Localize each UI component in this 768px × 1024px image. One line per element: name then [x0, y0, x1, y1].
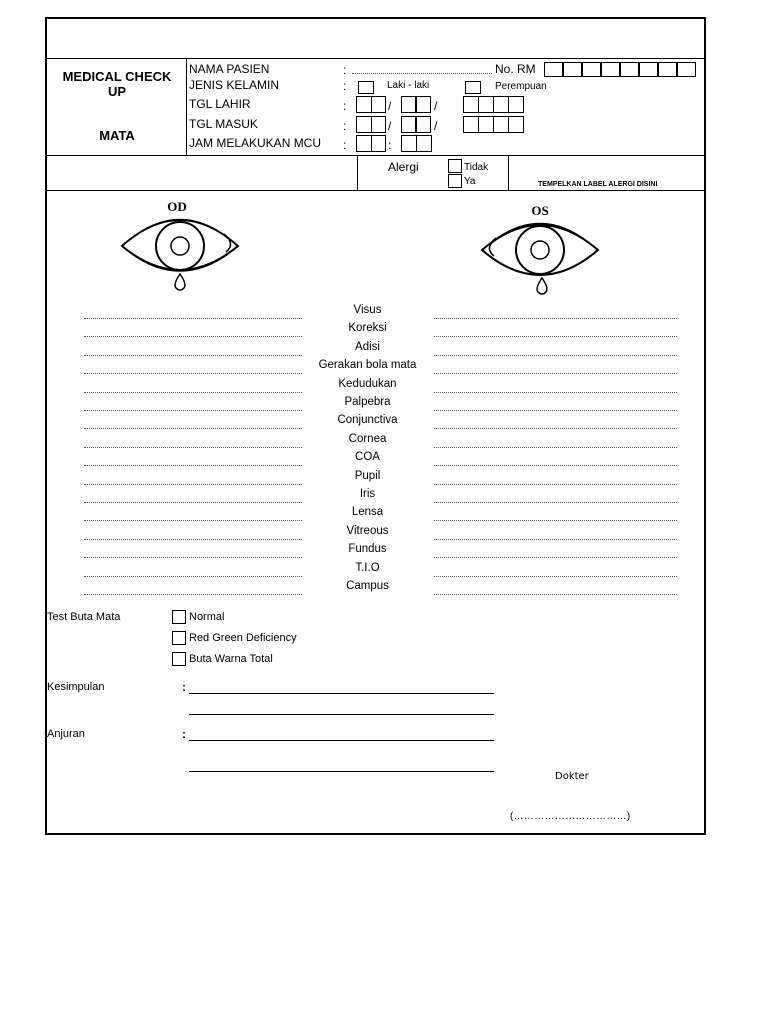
exam-label: Palpebra [344, 396, 391, 408]
jenis-label: JENIS KELAMIN [189, 78, 280, 92]
od-exam-field[interactable] [84, 594, 302, 595]
alergi-tidak-checkbox[interactable] [448, 159, 462, 173]
alergi-tidak-label: Tidak [464, 162, 489, 173]
exam-label: Vitreous [346, 524, 389, 537]
anjuran-colon: : [182, 727, 186, 741]
os-exam-field[interactable] [434, 594, 677, 595]
no-rm-cell[interactable] [658, 62, 677, 77]
od-exam-field[interactable] [84, 428, 302, 429]
exam-label: Gerakan bola mata [318, 359, 417, 372]
allergy-rule [45, 190, 706, 191]
jam-label: JAM MELAKUKAN MCU [189, 136, 322, 150]
no-rm-cell[interactable] [601, 62, 620, 77]
os-eye-icon [470, 200, 620, 300]
os-label: OS [531, 203, 549, 218]
nama-colon: : [343, 63, 347, 77]
exam-label: Kedudukan [338, 377, 397, 390]
lahir-sep2: / [434, 99, 438, 113]
color-test-option-label: Normal [189, 611, 225, 623]
od-exam-field[interactable] [84, 392, 302, 393]
laki-checkbox[interactable] [358, 81, 374, 94]
od-exam-field[interactable] [84, 576, 302, 577]
title-line1: MEDICAL CHECK [62, 69, 172, 84]
exam-label: T.I.O [355, 561, 380, 574]
allergy-divider-right [508, 155, 509, 191]
os-exam-field[interactable] [434, 410, 677, 411]
od-exam-field[interactable] [84, 355, 302, 356]
no-rm-label: No. RM [495, 62, 536, 76]
exam-label: Campus [346, 580, 389, 592]
os-exam-field[interactable] [434, 318, 677, 319]
od-exam-field[interactable] [84, 465, 302, 466]
exam-label: Cornea [348, 432, 387, 445]
lahir-label: TGL LAHIR [189, 97, 251, 111]
exam-label: Lensa [351, 506, 384, 519]
os-exam-field[interactable] [434, 428, 677, 429]
od-exam-field[interactable] [84, 410, 302, 411]
os-exam-field[interactable] [434, 484, 677, 485]
color-test-option-label: Buta Warna Total [189, 653, 273, 665]
os-exam-field[interactable] [434, 557, 677, 558]
color-test-checkbox[interactable] [172, 652, 186, 666]
alergi-label: Alergi [388, 160, 419, 174]
od-exam-field[interactable] [84, 373, 302, 374]
color-test-checkbox[interactable] [172, 631, 186, 645]
exam-label: Fundus [348, 543, 387, 556]
os-exam-field[interactable] [434, 576, 677, 577]
os-exam-field[interactable] [434, 336, 677, 337]
kesimpulan-line-1[interactable] [189, 693, 494, 694]
os-exam-field[interactable] [434, 520, 677, 521]
nama-label: NAMA PASIEN [189, 62, 270, 76]
os-exam-field[interactable] [434, 373, 677, 374]
od-exam-field[interactable] [84, 557, 302, 558]
od-label: OD [167, 199, 187, 214]
masuk-sep2: / [434, 119, 438, 133]
no-rm-cell[interactable] [563, 62, 582, 77]
patient-rule [45, 155, 706, 156]
os-exam-field[interactable] [434, 539, 677, 540]
no-rm-cell[interactable] [677, 62, 696, 77]
exam-label: Koreksi [348, 322, 387, 335]
allergy-sticker-label: TEMPELKAN LABEL ALERGI DISINI [538, 181, 658, 188]
exam-label: Conjunctiva [337, 414, 398, 427]
color-test-option-label: Red Green Deficiency [189, 632, 297, 644]
od-exam-field[interactable] [84, 539, 302, 540]
masuk-label: TGL MASUK [189, 117, 258, 131]
color-test-label: Test Buta Mata [47, 611, 121, 623]
exam-label: COA [355, 451, 380, 464]
no-rm-cell[interactable] [544, 62, 563, 77]
lahir-sep1: / [388, 99, 392, 113]
jenis-colon: : [343, 79, 347, 93]
od-eye-icon [110, 196, 260, 296]
nama-field[interactable] [352, 73, 492, 74]
kesimpulan-line-2[interactable] [189, 714, 494, 715]
anjuran-line-1[interactable] [189, 740, 494, 741]
dokter-label: Dokter [555, 771, 589, 782]
title-line2: UP [107, 84, 127, 99]
jam-colon: : [343, 138, 347, 152]
os-exam-field[interactable] [434, 465, 677, 466]
os-exam-field[interactable] [434, 502, 677, 503]
title-subtitle: MATA [99, 128, 135, 143]
masuk-sep1: / [388, 119, 392, 133]
signature-line[interactable]: (……………………………) [510, 811, 631, 822]
perempuan-checkbox[interactable] [465, 81, 481, 94]
header-rule [45, 58, 706, 59]
anjuran-label: Anjuran [47, 728, 85, 740]
exam-label: Adisi [355, 340, 380, 353]
od-exam-field[interactable] [84, 502, 302, 503]
os-exam-field[interactable] [434, 447, 677, 448]
jam-sep: : [388, 138, 392, 152]
lahir-colon: : [343, 99, 347, 113]
exam-label: Iris [359, 488, 376, 500]
od-exam-field[interactable] [84, 336, 302, 337]
no-rm-cell[interactable] [620, 62, 639, 77]
allergy-divider-left [357, 155, 358, 191]
alergi-ya-label: Ya [464, 176, 476, 187]
masuk-colon: : [343, 119, 347, 133]
od-exam-field[interactable] [84, 484, 302, 485]
od-exam-field[interactable] [84, 447, 302, 448]
os-exam-field[interactable] [434, 392, 677, 393]
kesimpulan-colon: : [182, 680, 186, 694]
os-exam-field[interactable] [434, 355, 677, 356]
no-rm-cell[interactable] [582, 62, 601, 77]
od-exam-field[interactable] [84, 318, 302, 319]
od-exam-field[interactable] [84, 520, 302, 521]
anjuran-line-2[interactable] [189, 771, 494, 772]
kesimpulan-label: Kesimpulan [47, 681, 105, 693]
perempuan-label: Perempuan [495, 81, 547, 92]
color-test-checkbox[interactable] [172, 610, 186, 624]
exam-label: Pupil [354, 469, 381, 482]
alergi-ya-checkbox[interactable] [448, 174, 462, 188]
exam-label: Visus [353, 304, 382, 316]
no-rm-cell[interactable] [639, 62, 658, 77]
laki-label: Laki - laki [387, 80, 430, 91]
